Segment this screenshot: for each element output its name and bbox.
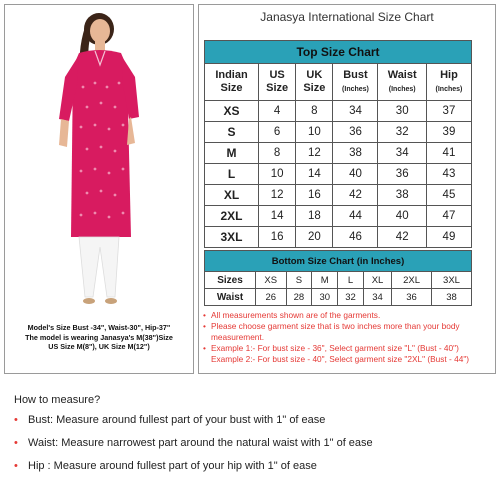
measurement-cell: 34 xyxy=(378,143,426,164)
sizes-row xyxy=(205,272,472,289)
indian-size-cell: S xyxy=(205,122,259,143)
measurement-cell: 16 xyxy=(296,185,333,206)
bullet-icon: • xyxy=(14,460,18,472)
measurement-cell: 46 xyxy=(333,227,378,248)
header-uk-size: UK Size xyxy=(296,64,333,101)
size-cell: M xyxy=(312,272,338,289)
indian-size-cell: 3XL xyxy=(205,227,259,248)
header-waist: Waist (Inches) xyxy=(378,64,426,101)
size-row xyxy=(205,227,472,248)
measurement-cell: 36 xyxy=(333,122,378,143)
measurement-cell: 43 xyxy=(426,164,471,185)
measurement-cell: 44 xyxy=(333,206,378,227)
bottom-size-chart xyxy=(204,250,472,306)
measurement-cell: 12 xyxy=(296,143,333,164)
model-photo xyxy=(7,7,191,319)
measurement-cell: 39 xyxy=(426,122,471,143)
header-hip: Hip (Inches) xyxy=(426,64,471,101)
measurement-cell: 42 xyxy=(333,185,378,206)
measurement-cell: 41 xyxy=(426,143,471,164)
measurement-cell: 30 xyxy=(378,101,426,122)
note-item: • All measurements shown are of the garments. xyxy=(203,310,381,320)
size-row xyxy=(205,101,472,122)
indian-size-cell: XS xyxy=(205,101,259,122)
size-cell: S xyxy=(286,272,312,289)
note-item: Example 2:- For bust size - 40", Select garment size "2XL" (Bust - 44") xyxy=(211,354,470,364)
size-cell: L xyxy=(338,272,364,289)
bullet-icon: • xyxy=(203,310,206,320)
waist-cell: 30 xyxy=(312,289,338,306)
caption-line: Model's Size Bust -34", Waist-30", Hip-37" xyxy=(27,323,171,332)
measurement-cell: 45 xyxy=(426,185,471,206)
size-row xyxy=(205,164,472,185)
how-to-measure-list xyxy=(14,414,494,483)
measurement-cell: 20 xyxy=(296,227,333,248)
size-cell: 3XL xyxy=(432,272,472,289)
bullet-icon: • xyxy=(14,437,18,449)
waist-cell: 32 xyxy=(338,289,364,306)
measurement-cell: 38 xyxy=(378,185,426,206)
sizes-label: Sizes xyxy=(205,272,256,289)
indian-size-cell: XL xyxy=(205,185,259,206)
indian-size-cell: M xyxy=(205,143,259,164)
size-row xyxy=(205,122,472,143)
note-item: • Please choose garment size that is two inches more than your body measurement. xyxy=(203,321,460,342)
size-cell: 2XL xyxy=(392,272,432,289)
measurement-cell: 47 xyxy=(426,206,471,227)
header-us-size: US Size xyxy=(259,64,296,101)
measurement-cell: 40 xyxy=(333,164,378,185)
waist-cell: 26 xyxy=(256,289,287,306)
measurement-cell: 49 xyxy=(426,227,471,248)
model-size-caption xyxy=(9,323,189,352)
bullet-icon: • xyxy=(14,414,18,426)
measurement-cell: 4 xyxy=(259,101,296,122)
how-to-measure-title: How to measure? xyxy=(14,394,101,406)
measurement-cell: 10 xyxy=(296,122,333,143)
measurement-cell: 8 xyxy=(296,101,333,122)
waist-cell: 28 xyxy=(286,289,312,306)
how-item: • Waist: Measure narrowest part around the natural waist with 1" of ease xyxy=(14,437,373,449)
size-cell: XL xyxy=(363,272,391,289)
chart-title: Janasya International Size Chart xyxy=(260,10,434,24)
waist-label: Waist xyxy=(205,289,256,306)
measurement-cell: 6 xyxy=(259,122,296,143)
header-indian-size: Indian Size xyxy=(205,64,259,101)
measurement-cell: 14 xyxy=(259,206,296,227)
model-photo-frame xyxy=(4,4,194,374)
waist-row xyxy=(205,289,472,306)
measurement-cell: 10 xyxy=(259,164,296,185)
how-item: • Hip : Measure around fullest part of your hip with 1" of ease xyxy=(14,460,317,472)
measurement-cell: 8 xyxy=(259,143,296,164)
size-row xyxy=(205,206,472,227)
waist-cell: 36 xyxy=(392,289,432,306)
measurement-cell: 32 xyxy=(378,122,426,143)
top-chart-title: Top Size Chart xyxy=(205,41,472,64)
measurement-cell: 36 xyxy=(378,164,426,185)
measurement-cell: 14 xyxy=(296,164,333,185)
measurement-cell: 40 xyxy=(378,206,426,227)
measurement-cell: 12 xyxy=(259,185,296,206)
caption-line: US Size M(8"), UK Size M(12") xyxy=(48,342,150,351)
note-item: • Example 1:- For bust size - 36", Select garment size "L" (Bust - 40") xyxy=(203,343,459,353)
measurement-cell: 16 xyxy=(259,227,296,248)
measurement-cell: 38 xyxy=(333,143,378,164)
bullet-icon: • xyxy=(203,343,206,353)
size-cell: XS xyxy=(256,272,287,289)
size-row xyxy=(205,143,472,164)
indian-size-cell: 2XL xyxy=(205,206,259,227)
waist-cell: 34 xyxy=(363,289,391,306)
top-size-chart xyxy=(204,40,472,248)
measurement-cell: 37 xyxy=(426,101,471,122)
caption-line: The model is wearing Janasya's M(38")Size xyxy=(25,332,173,342)
size-notes xyxy=(203,310,493,365)
bullet-icon: • xyxy=(203,321,206,331)
indian-size-cell: L xyxy=(205,164,259,185)
bottom-chart-title: Bottom Size Chart (in Inches) xyxy=(205,251,472,272)
how-item: • Bust: Measure around fullest part of your bust with 1" of ease xyxy=(14,414,326,426)
header-bust: Bust (Inches) xyxy=(333,64,378,101)
top-chart-body xyxy=(205,101,472,248)
measurement-cell: 18 xyxy=(296,206,333,227)
size-row xyxy=(205,185,472,206)
measurement-cell: 42 xyxy=(378,227,426,248)
waist-cell: 38 xyxy=(432,289,472,306)
measurement-cell: 34 xyxy=(333,101,378,122)
